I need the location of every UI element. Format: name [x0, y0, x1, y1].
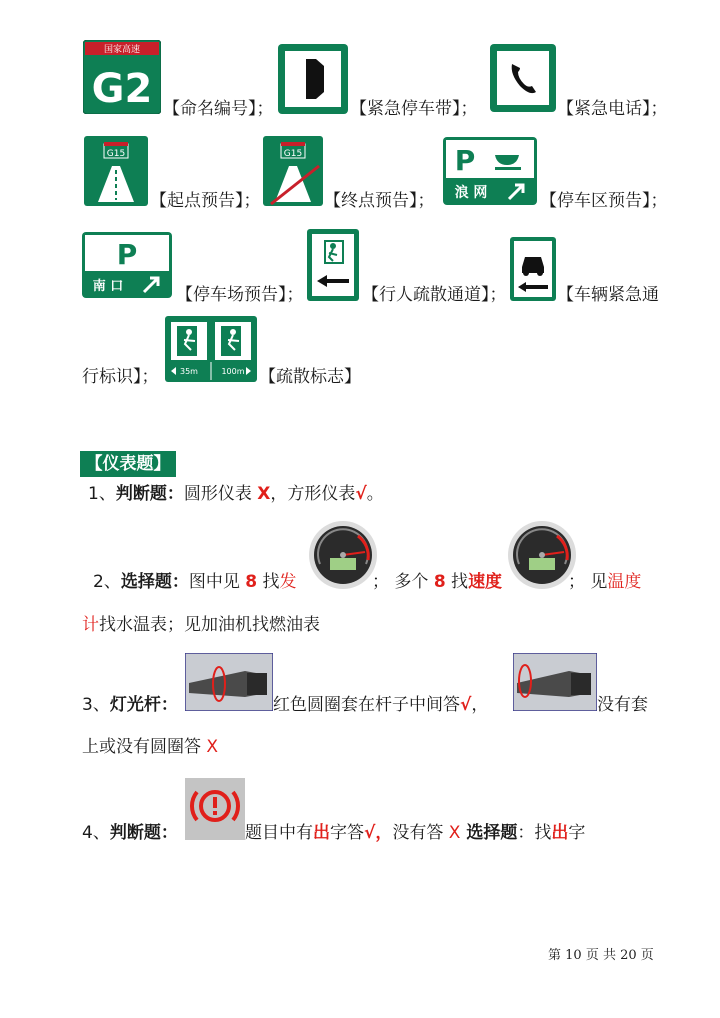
evacuation-sign: [165, 316, 257, 382]
q4-text-e: 字: [568, 823, 586, 843]
q4-mark-right: √，: [364, 823, 393, 843]
q2-text-b: 找: [257, 572, 280, 592]
footer-suffix: 页: [636, 948, 654, 963]
q2-line1-part1: [93, 571, 296, 593]
q2-title: 选择题：: [120, 572, 189, 592]
label-evacuation: 【疏散标志】: [259, 367, 361, 387]
q1-title: 判断题：: [115, 484, 184, 504]
svg-text:35m: 35m: [180, 367, 198, 376]
q3-text-c: 没有套: [597, 695, 648, 715]
q3-line1-part2: [273, 694, 488, 716]
svg-text:浪 网: 浪 网: [454, 185, 488, 201]
q2-eight-a: 8: [245, 572, 258, 592]
q3-mark-wrong: X: [206, 737, 219, 757]
q4-line-part2: [245, 822, 585, 844]
brake-warning-icon: [185, 778, 245, 840]
label-start-preview: 【起点预告】；: [150, 191, 261, 211]
page-footer: [548, 944, 654, 963]
footer-prefix: 第: [548, 948, 566, 963]
q2-text-e: ； 见: [568, 572, 608, 592]
q2-line2: [82, 614, 320, 636]
q1-line: [88, 483, 384, 505]
q2-text-c: ； 多个: [372, 572, 434, 592]
q4-line-part1: [82, 822, 178, 844]
page-total: 20: [620, 948, 637, 963]
end-preview-sign: [263, 136, 323, 206]
q4-text-c: 没有答: [392, 823, 449, 843]
q4-text-d: ：找: [517, 823, 552, 843]
q2-answer-speed: 速度: [468, 572, 503, 592]
q1-text-a: 圆形仪表: [183, 484, 258, 504]
q2-answer-temp: 温度: [607, 572, 642, 592]
gauge-image-1: [308, 520, 378, 590]
q4-mark-wrong: X: [448, 823, 461, 843]
label-service-area-preview: 【停车区预告】；: [540, 191, 668, 211]
q1-mark-right: √: [355, 484, 367, 504]
light-lever-wrong-image: [513, 653, 597, 711]
q2-eight-b: 8: [433, 572, 446, 592]
gauge-image-2: [507, 520, 577, 590]
q2-answer-temp-end: 计: [82, 615, 99, 635]
q4-text-b: 字答: [330, 823, 364, 843]
q2-line2-text: 找水温表；见加油机找燃油表: [99, 615, 320, 635]
q2-text-a: 图中见: [188, 572, 246, 592]
q4-title2: 选择题: [460, 823, 518, 843]
label-emergency-lane: 【紧急停车带】；: [350, 99, 478, 119]
parking-lot-preview-sign: [82, 232, 172, 298]
q4-number: 4、: [82, 823, 110, 843]
svg-text:P: P: [116, 238, 138, 271]
svg-text:G2: G2: [91, 66, 153, 112]
q3-line1-part1: [82, 694, 178, 716]
label-vehicle-emergency-2: 行标识】；: [82, 367, 159, 387]
svg-text:南 口: 南 口: [92, 279, 124, 294]
svg-text:P: P: [454, 144, 476, 177]
footer-mid: 页 共: [581, 948, 621, 963]
q2-answer-engine: 发: [279, 572, 297, 592]
start-preview-sign: [84, 136, 148, 206]
q3-mark-right: √: [460, 695, 472, 715]
section-title-instrument: 【仪表题】: [80, 451, 176, 477]
label-pedestrian-evacuation: 【行人疏散通道】；: [362, 285, 507, 305]
label-end-preview: 【终点预告】；: [324, 191, 435, 211]
q3-line2: [82, 736, 218, 758]
q2-line1-part2: [372, 571, 502, 593]
label-parking-lot-preview: 【停车场预告】；: [176, 285, 304, 305]
q2-number: 2、: [93, 572, 121, 592]
q1-number: 1、: [88, 484, 116, 504]
label-emergency-phone: 【紧急电话】；: [557, 99, 668, 119]
q4-title: 判断题：: [109, 823, 178, 843]
q2-line1-part3: [568, 571, 641, 593]
svg-text:G15: G15: [106, 149, 126, 159]
svg-text:国家高速: 国家高速: [103, 45, 141, 55]
page-number: 10: [565, 948, 582, 963]
q1-text-c: 。: [366, 484, 384, 504]
light-lever-correct-image: [185, 653, 273, 711]
q4-answer-out-a: 出: [313, 823, 330, 843]
q3-title: 灯光杆：: [109, 695, 178, 715]
g2-expressway-sign: [83, 40, 161, 114]
emergency-stop-lane-sign: [278, 44, 348, 114]
emergency-phone-sign: [490, 44, 556, 112]
pedestrian-evacuation-sign: [307, 229, 359, 301]
label-naming-number: 【命名编号】；: [163, 99, 274, 119]
q3-text-a: 红色圆圈套在杆子中间答: [273, 695, 460, 715]
q4-text-a: 题目中有: [245, 823, 313, 843]
q4-answer-out-b: 出: [551, 823, 569, 843]
vehicle-emergency-passage-sign: [510, 237, 556, 301]
service-area-preview-sign: [443, 137, 537, 205]
q3-line2-text: 上或没有圆圈答: [82, 737, 207, 757]
svg-text:G15: G15: [283, 149, 303, 159]
label-vehicle-emergency-1: 【车辆紧急通: [557, 285, 659, 305]
q1-mark-wrong: X: [257, 484, 271, 504]
q2-text-d: 找: [445, 572, 469, 592]
svg-text:100m: 100m: [221, 367, 245, 376]
q3-text-b: ，: [471, 695, 489, 715]
q1-text-b: ，方形仪表: [270, 484, 356, 504]
q3-number: 3、: [82, 695, 110, 715]
